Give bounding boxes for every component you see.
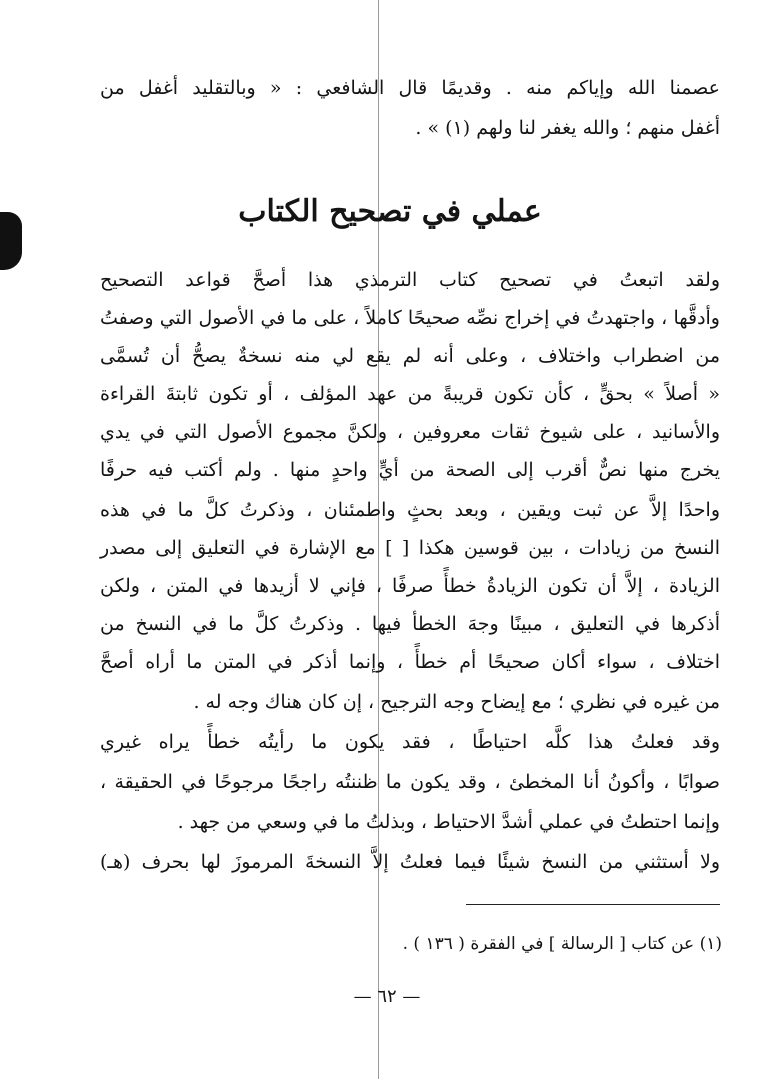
section-heading: عملي في تصحيح الكتاب bbox=[238, 194, 542, 229]
text-line: صوابًا ، وأكونُ أنا المخطئ ، وقد يكون ما ظننتُه راجحًا مرجوحًا في الحقيقة ، bbox=[100, 771, 720, 793]
ink-blot bbox=[0, 212, 22, 270]
text-line: والأسانيد ، على شيوخ ثقات معروفين ، ولكنَّ مجموع الأصول التي في يدي bbox=[100, 421, 720, 443]
text-line: النسخ من زيادات ، بين قوسين هكذا [ ] مع الإشارة في التعليق إلى مصدر bbox=[100, 537, 720, 559]
footnote-rule bbox=[466, 904, 720, 905]
text-line: الزيادة ، إلاَّ أن تكون الزيادةُ خطأً صرفًا ، فإني لا أزيدها في المتن ، ولكن bbox=[100, 575, 720, 597]
text-line: ولقد اتبعتُ في تصحيح كتاب الترمذي هذا أصحَّ قواعد التصحيح bbox=[100, 269, 720, 291]
text-line: يخرج منها نصٌّ أقرب إلى الصحة من أيٍّ واحدٍ منها . ولم أكتب فيه حرفًا bbox=[100, 459, 720, 481]
footnote: (١) عن كتاب [ الرسالة ] في الفقرة ( ١٣٦ ) . bbox=[402, 934, 722, 954]
text-line: من اضطراب واختلاف ، وعلى أنه لم يقع لي منه نسخةٌ يصحُّ أن تُسمَّى bbox=[100, 345, 720, 367]
text-line: ولا أستثني من النسخ شيئًا فيما فعلتُ إلاَّ النسخةَ المرموزَ لها بحرف (هـ) bbox=[100, 851, 720, 873]
text-line: وقد فعلتُ هذا كلَّه احتياطًا ، فقد يكون ما رأيتُه خطأً يراه غيري bbox=[100, 731, 720, 753]
text-line: وأدقَّها ، واجتهدتُ في إخراج نصِّه صحيحًا كاملاً ، على ما في الأصول التي وصفتُ bbox=[100, 307, 720, 329]
text-line: من غيره في نظري ؛ مع إيضاح وجه الترجيح ، إن كان هناك وجه له . bbox=[193, 691, 720, 713]
text-line: أذكرها في التعليق ، مبينًا وجهَ الخطأ فيها . وذكرتُ كلَّ ما في النسخ من bbox=[100, 613, 720, 635]
text-line: واحدًا إلاَّ عن ثبت ويقين ، وبعد بحثٍ واطمئنان ، وذكرتُ كلَّ ما في هذه bbox=[100, 499, 720, 521]
text-line: عصمنا الله وإياكم منه . وقديمًا قال الشافعي : « وبالتقليد أغفل من bbox=[100, 77, 720, 99]
page-number: — ٦٢ — bbox=[353, 986, 421, 1007]
text-line: اختلاف ، سواء أكان صحيحًا أم خطأً ، وإنما أذكر في المتن ما أراه أصحَّ bbox=[100, 651, 720, 673]
text-line: وإنما احتطتُ في عملي أشدَّ الاحتياط ، وبذلتُ ما في وسعي من جهد . bbox=[177, 811, 720, 833]
text-line: « أصلاً » بحقٍّ ، كأن تكون قريبةً من عهد المؤلف ، أو تكون ثابتةَ القراءة bbox=[100, 383, 720, 405]
text-line: أغفل منهم ؛ والله يغفر لنا ولهم (١) » . bbox=[415, 117, 720, 139]
